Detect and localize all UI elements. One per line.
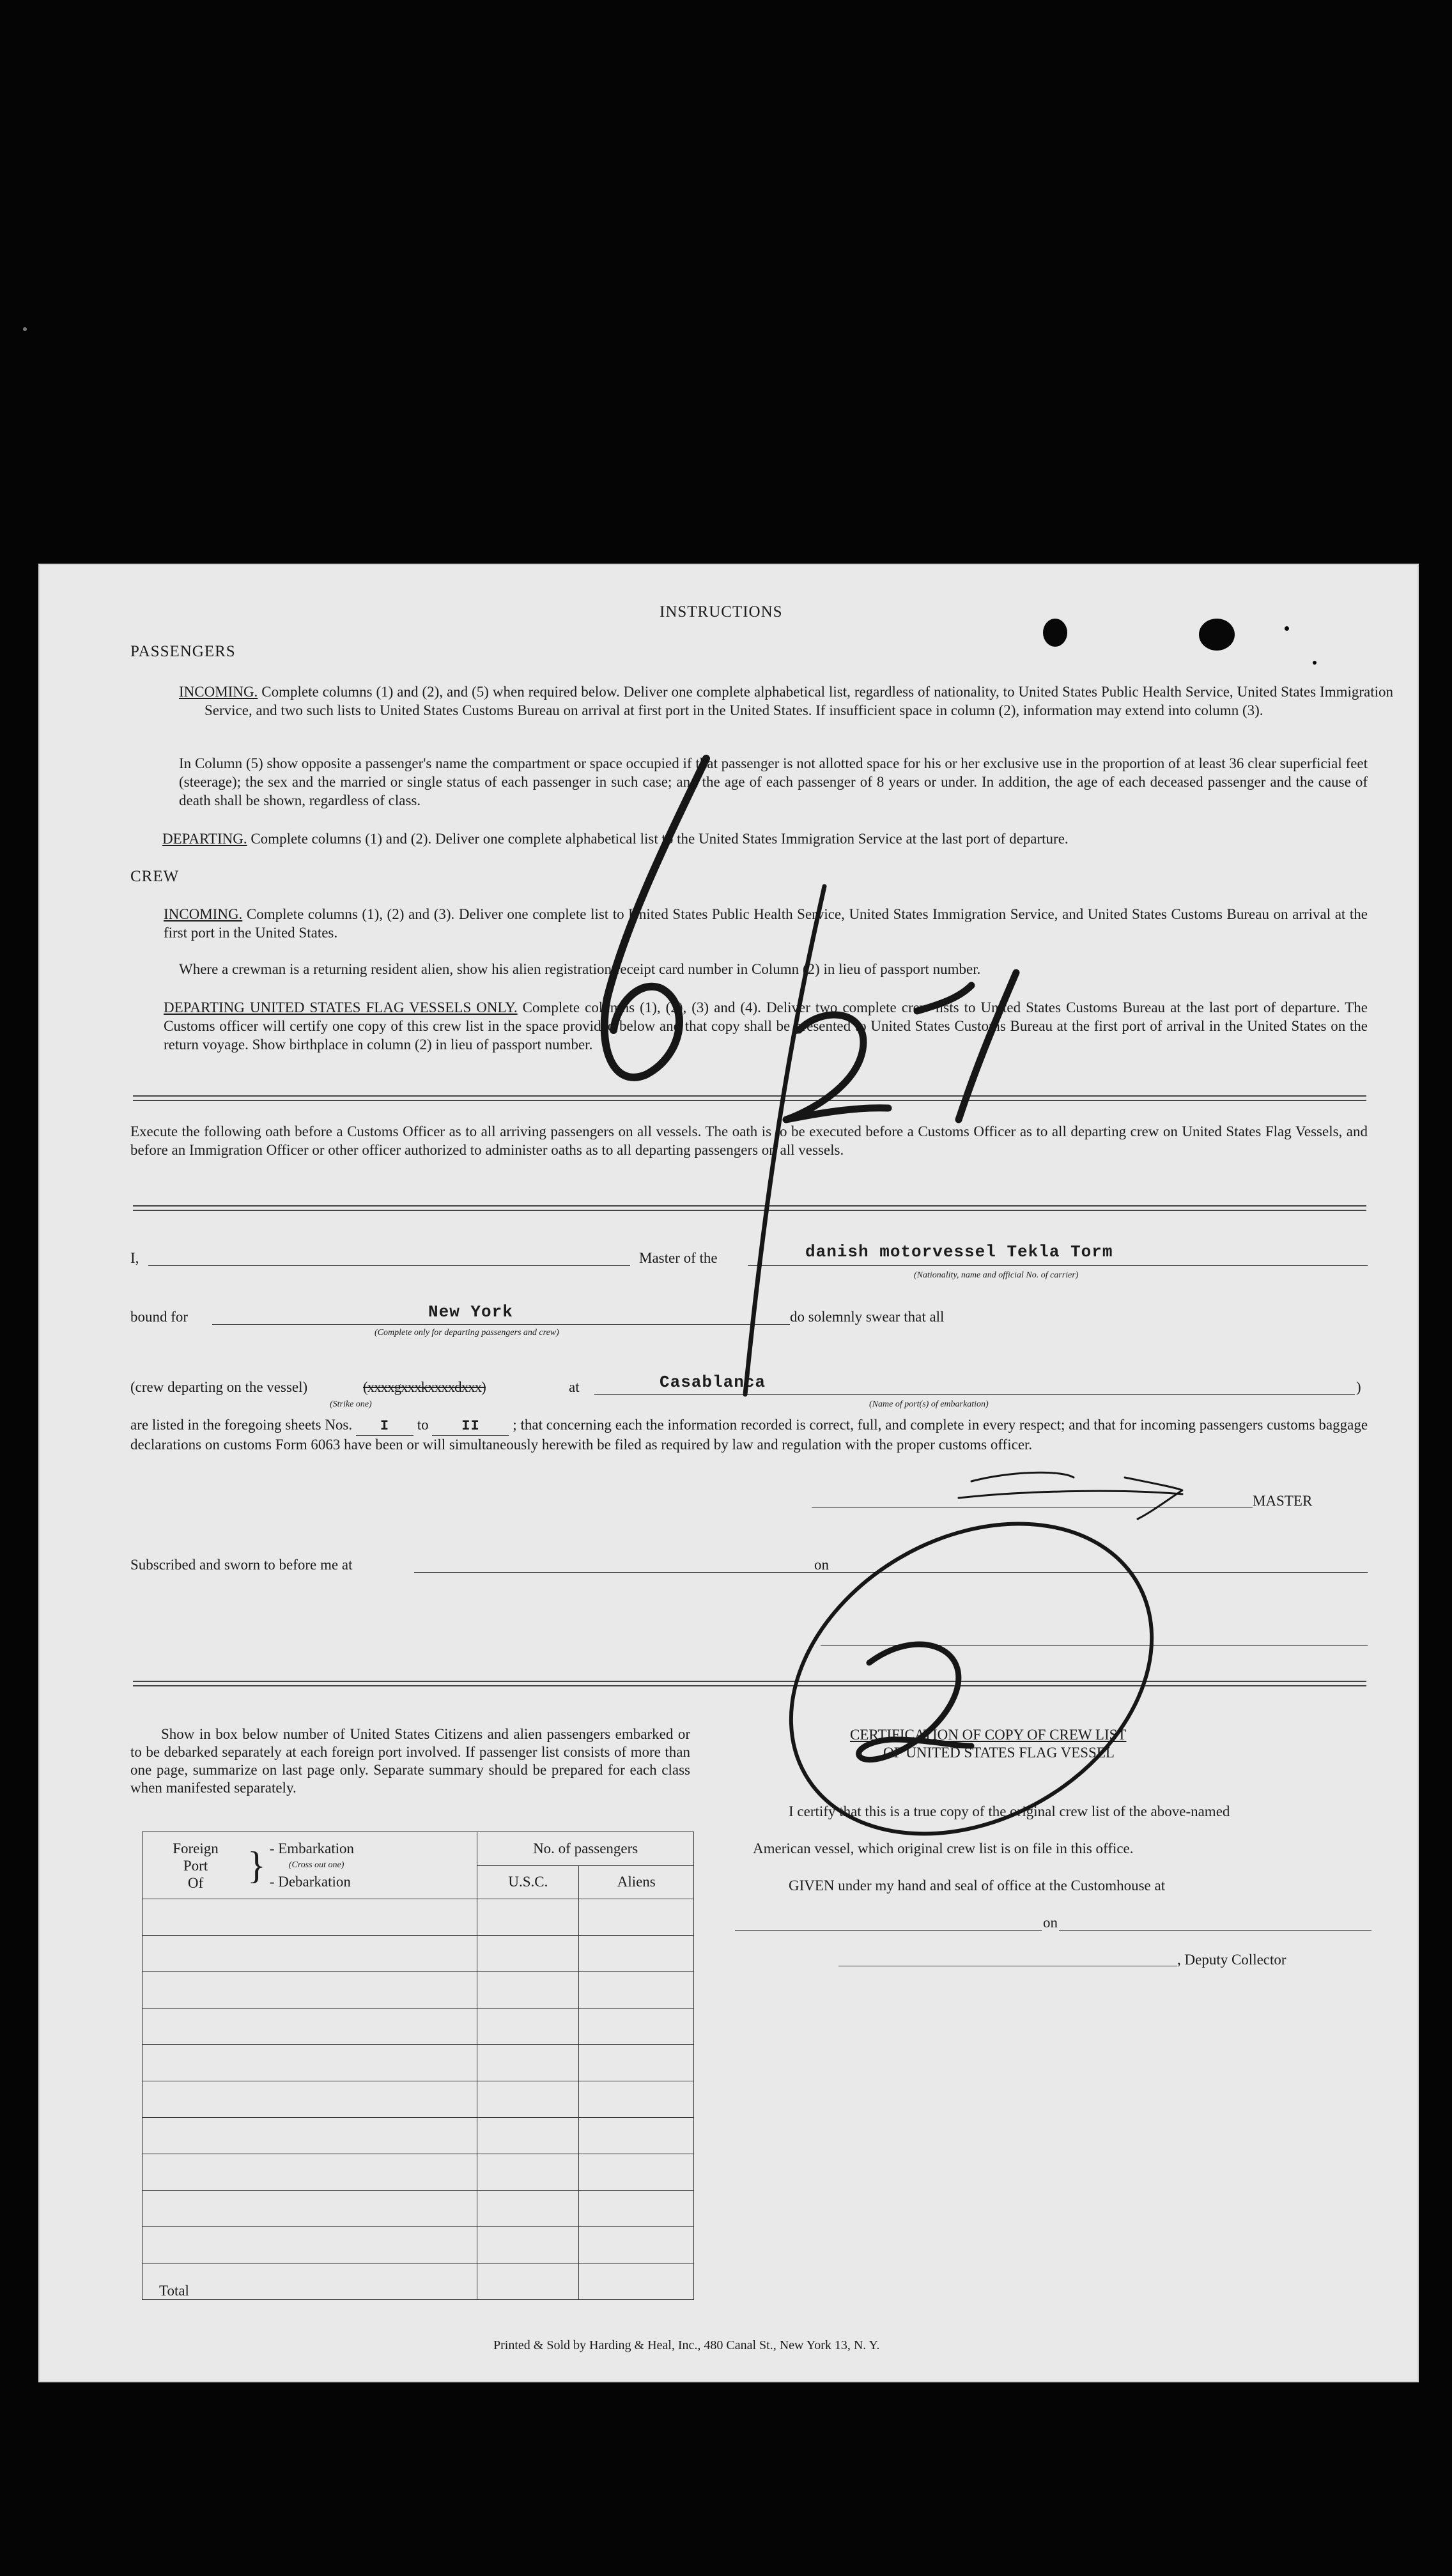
cross-out-caption: (Cross out one) [288,1860,344,1870]
listed-post: ; that concerning each the information recorded is correct, full, and complete in every respect; and that for incoming passengers customs baggage declarations on customs Form 6063 have been or will simultaneously herewith be filed as required by law and regulation with the proper customs officer. [130,1417,1368,1453]
handwritten-6-stroke [605,759,706,1077]
crew-resident-text: Where a crewman is a returning resident alien, show his alien registration receipt card number in Column (2) in lieu of passport number. [179,961,981,977]
passengers-departing-label: DEPARTING. [162,831,247,847]
crew-incoming-text: Complete columns (1), (2) and (3). Deliver one complete list to United States Public Health Service, United States Immigration Service, and United States Customs Bureau on arrival at the first port in the United States. [164,906,1368,941]
passengers-column5-text: In Column (5) show opposite a passenger's name the compartment or space occupied if that passenger is not allotted space for his or her exclusive use in the proportion of at least 36 clear superficial feet (steerage); the sex and the married or single status of each passenger in such case; and the age of each passenger of 8 years or under. In addition, the age of each deceased passenger and the cause of death shall be shown, regardless of class. [179,755,1368,808]
passengers-departing-text: Complete columns (1) and (2). Deliver one complete alphabetical list to the United States Immigration Service at the last port of departure. [251,831,1069,847]
passengers-incoming-label: INCOMING. [179,684,258,700]
oath-i-label: I, [130,1250,139,1266]
summary-instructions: Show in box below number of United States Citizens and alien passengers embarked or to be debarked separately at each foreign port involved. If passenger list consists of more than one page, summarize on last page only. Separate summary should be prepared for each class when manifested separately. [130,1726,690,1796]
bound-for-label: bound for [130,1309,189,1325]
handwritten-circled-2-stroke [859,1644,971,1759]
sheet-to: II [432,1417,509,1436]
printer-footer: Printed & Sold by Harding & Heal, Inc., 480 Canal St., New York 13, N. Y. [493,2338,880,2352]
vessel-name: danish motorvessel Tekla Torm [805,1242,1113,1261]
port-label: Port [183,1857,208,1874]
handwritten-2-stroke [786,1015,888,1120]
subscribed-label: Subscribed and sworn to before me at [130,1557,353,1573]
struck-out-text: (xxxxgxxxkxxxxdxxx) [363,1379,486,1395]
given-text: GIVEN under my hand and seal of office at the Customhouse at [789,1878,1166,1893]
handwriting-overlay [38,564,1419,2382]
passengers-count-header: No. of passengers [477,1832,694,1866]
port-caption: (Name of port(s) of embarkation) [869,1400,989,1409]
certify-line-2: American vessel, which original crew list is on file in this office. [753,1840,1134,1856]
scan-speck [23,327,27,331]
subscribed-on-label: on [814,1557,829,1573]
usc-column-header: U.S.C. [477,1865,579,1899]
crew-departing-label: (crew departing on the vessel) [130,1379,308,1395]
page-title: INSTRUCTIONS [660,603,783,621]
master-signature-stroke [959,1472,1182,1519]
to-label: to [417,1417,429,1433]
crew-departing-text: Complete columns (1), (2), (3) and (4). Deliver two complete crew lists to United States Customs Bureau at the last port of departure. The Customs officer will certify one copy of this crew list in the space provided below and that copy shall be presented to United States Customs Bureau at the first port of arrival in the United States on the return voyage. Show birthplace in column (2) in lieu of passport number. [164,999,1368,1053]
crew-incoming-label: INCOMING. [164,906,243,922]
sheet-from: I [356,1417,413,1436]
certify-line-1: I certify that this is a true copy of the original crew list of the above-named [789,1803,1230,1819]
certification-title-1: CERTIFICATION OF COPY OF CREW LIST [850,1727,1127,1743]
crew-heading: CREW [130,868,180,885]
swear-text: do solemnly swear that all [790,1309,945,1325]
master-label: MASTER [1253,1493,1313,1509]
passengers-heading: PASSENGERS [130,643,236,660]
listed-pre: are listed in the foregoing sheets Nos. [130,1417,353,1433]
crew-list-form [38,564,1419,2382]
aliens-column-header: Aliens [579,1865,694,1899]
total-text: Total [159,2283,189,2299]
circle-stroke [735,1461,1208,1896]
passengers-incoming-text: Complete columns (1) and (2), and (5) when required below. Deliver one complete alphabetical list, regardless of nationality, to United States Public Health Service, United States Immigration Service, and two such lists to United States Customs Bureau on arrival at first port in the United States. If insufficient space in column (2), information may extend into column (3). [205,684,1394,718]
destination: New York [428,1302,513,1322]
brace-icon: } [247,1844,266,1886]
crew-departing-label: DEPARTING UNITED STATES FLAG VESSELS ONLY. [164,999,518,1015]
vessel-caption: (Nationality, name and official No. of carrier) [914,1270,1079,1280]
handwritten-1-stroke [917,973,1016,1120]
destination-caption: (Complete only for departing passengers and crew) [375,1328,559,1338]
embarkation-port: Casablanca [660,1373,766,1392]
master-of-label: Master of the [639,1250,718,1266]
certification-title-2: OF UNITED STATES FLAG VESSEL [883,1745,1115,1761]
of-label: Of [187,1874,204,1891]
oath-intro: Execute the following oath before a Customs Officer as to all arriving passengers on all vessels. The oath is to be executed before a Customs Officer as to all departing crew on United States Flag Vessels, and before an Immigration Officer or other officer authorized to administer oaths as to all departing passengers on all vessels. [130,1123,1368,1158]
close-paren: ) [1356,1379,1361,1395]
foreign-label: Foreign [173,1840,219,1856]
strike-caption: (Strike one) [330,1400,372,1409]
debarkation-label: - Debarkation [269,1874,351,1890]
embarkation-label: - Embarkation [269,1840,355,1856]
deputy-collector-label: , Deputy Collector [1177,1952,1286,1968]
at-label: at [569,1379,580,1395]
certification-on-label: on [1043,1915,1058,1931]
handwritten-slash-stroke [745,886,824,1394]
